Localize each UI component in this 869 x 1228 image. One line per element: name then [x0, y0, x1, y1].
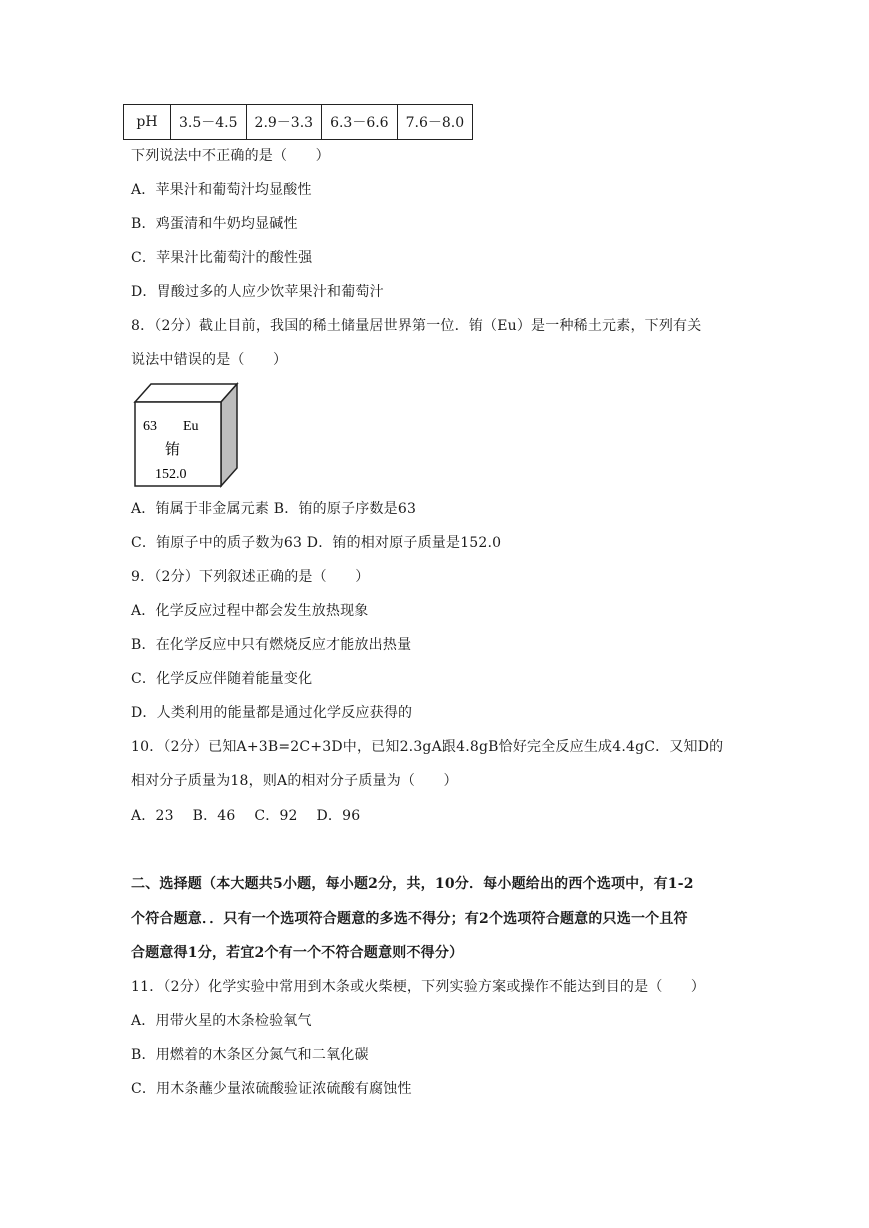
ph-header-cell: pH	[124, 105, 171, 140]
ph-table-row	[124, 105, 473, 140]
q8-stem-line2: 说法中错误的是（ ）	[131, 352, 288, 368]
atomic-mass: 152.0	[155, 467, 187, 482]
q9-option-d: D．人类利用的能量都是通过化学反应获得的	[131, 705, 413, 721]
cube-top-face	[135, 384, 237, 402]
element-name: 铕	[165, 440, 181, 458]
q8-options-line2: C．铕原子中的质子数为63 D．铕的相对原子质量是152.0	[131, 535, 502, 551]
q11-stem: 11．（2分）化学实验中常用到木条或火柴梗，下列实验方案或操作不能达到目的是（ ）	[131, 979, 706, 995]
q7-option-c: C．苹果汁比葡萄汁的酸性强	[131, 250, 313, 266]
q10-stem-line2: 相对分子质量为18，则A的相对分子质量为（ ）	[131, 773, 458, 789]
q9-option-c: C．化学反应伴随着能量变化	[131, 671, 313, 687]
q9-stem: 9．（2分）下列叙述正确的是（ ）	[131, 569, 370, 585]
ph-cell: 6.3－6.6	[322, 105, 398, 140]
q8-stem-line1: 8．（2分）截止目前，我国的稀土储量居世界第一位．铕（Eu）是一种稀土元素，下列有关	[131, 318, 702, 334]
ph-cell: 7.6－8.0	[397, 105, 473, 140]
q11-option-b: B．用燃着的木条区分氮气和二氧化碳	[131, 1047, 369, 1063]
ph-table	[123, 104, 473, 140]
q10-options: A．23 B．46 C．92 D．96	[131, 808, 361, 824]
q7-option-a: A．苹果汁和葡萄汁均显酸性	[131, 182, 312, 198]
atomic-number: 63	[143, 419, 157, 434]
q7-stem: 下列说法中不正确的是（ ）	[131, 148, 330, 164]
section2-heading-line3: 合题意得1分，若宜2个有一个不符合题意则不得分）	[131, 945, 464, 961]
cube-side-face	[221, 384, 237, 486]
element-symbol: Eu	[183, 419, 199, 434]
section2-heading-line2: 个符合题意．．只有一个选项符合题意的多选不得分；有2个选项符合题意的只选一个且符	[131, 911, 688, 927]
ph-cell: 2.9－3.3	[246, 105, 322, 140]
q9-option-b: B．在化学反应中只有燃烧反应才能放出热量	[131, 637, 412, 653]
q9-option-a: A．化学反应过程中都会发生放热现象	[131, 603, 369, 619]
element-card-eu	[131, 382, 241, 488]
q8-options-line1: A．铕属于非金属元素 B．铕的原子序数是63	[131, 501, 417, 517]
section2-heading-line1: 二、选择题（本大题共5小题，每小题2分，共，10分．每小题给出的西个选项中，有1-2	[131, 876, 694, 892]
ph-cell: 3.5－4.5	[171, 105, 247, 140]
q7-option-b: B．鸡蛋清和牛奶均显碱性	[131, 216, 298, 232]
q7-option-d: D．胃酸过多的人应少饮苹果汁和葡萄汁	[131, 284, 384, 300]
q11-option-a: A．用带火星的木条检验氧气	[131, 1013, 312, 1029]
q10-stem-line1: 10．（2分）已知A+3B=2C+3D中，已知2.3gA跟4.8gB恰好完全反应生成4.4gC．又知D的	[131, 739, 724, 755]
q11-option-c: C．用木条蘸少量浓硫酸验证浓硫酸有腐蚀性	[131, 1081, 412, 1097]
